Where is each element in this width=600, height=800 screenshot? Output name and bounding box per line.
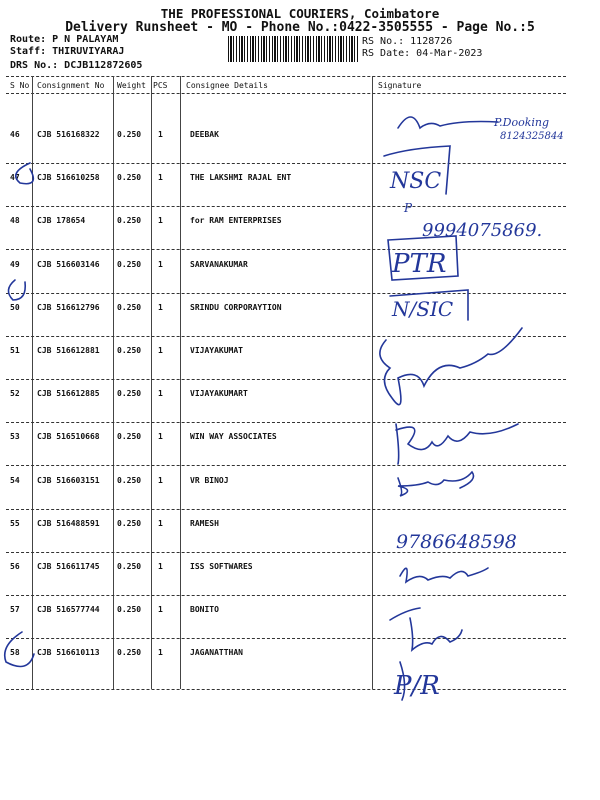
signature-50-text: N/SIC [392, 297, 454, 321]
col-divider [113, 76, 114, 689]
row-consignee: JAGANATTHAN [190, 648, 243, 658]
row-pcs: 1 [158, 432, 163, 442]
row-pcs: 1 [158, 130, 163, 139]
row-weight: 0.250 [117, 216, 142, 226]
row-consignee: for RAM ENTERPRISES [190, 216, 282, 226]
company-title: THE PROFESSIONAL COURIERS, Coimbatore [160, 6, 440, 21]
row-consignment-no: CJB 516610113 [37, 648, 100, 658]
row-consignment-no: CJB 516612796 [37, 302, 100, 312]
row-consignee: ISS SOFTWARES [190, 562, 253, 571]
row-pcs: 1 [158, 562, 163, 571]
row-sno: 55 [10, 518, 20, 528]
signature-48-mark: P [404, 201, 413, 215]
signature-47-text: NSC [390, 169, 442, 194]
row-separator [6, 509, 566, 510]
row-sno: 52 [10, 389, 20, 399]
row-pcs: 1 [158, 302, 163, 312]
row-consignment-no: CJB 516577744 [37, 605, 100, 615]
row-weight: 0.250 [117, 173, 142, 183]
row-weight: 0.250 [117, 605, 142, 615]
row-consignee: BONITO [190, 605, 219, 615]
row-consignee: DEEBAK [190, 130, 219, 139]
row-consignment-no: CJB 178654 [37, 216, 86, 226]
table-top-rule [6, 76, 566, 77]
table-row [0, 605, 600, 617]
col-divider [151, 76, 152, 689]
row-consignment-no: CJB 516510668 [37, 432, 100, 442]
signature-55-phone: 9786648598 [396, 531, 517, 553]
row-sno: 57 [10, 605, 20, 615]
row-consignee: SRINDU CORPORAYTION [190, 302, 282, 312]
row-weight: 0.250 [117, 259, 142, 269]
row-consignee: VIJAYAKUMAT [190, 346, 243, 355]
row-weight: 0.250 [117, 518, 142, 528]
col-divider [32, 76, 33, 689]
row-consignment-no: CJB 516603151 [37, 475, 100, 485]
barcode [228, 36, 358, 62]
row-sno: 58 [10, 648, 20, 658]
signature-49-box [388, 236, 458, 280]
signature-58-stroke [400, 662, 405, 700]
row-sno: 51 [10, 346, 20, 355]
row-sno: 46 [10, 130, 20, 139]
table-row [0, 389, 600, 401]
signature-46-scribble [398, 117, 498, 128]
row-weight: 0.250 [117, 302, 142, 312]
staff-label: Staff: THIRUVIYARAJ [10, 46, 125, 57]
rs-date: RS Date: 04-Mar-2023 [362, 48, 483, 59]
row-consignee: RAMESH [190, 518, 219, 528]
table-row [0, 260, 600, 272]
row-pcs: 1 [158, 518, 163, 528]
row-pcs: 1 [158, 605, 163, 615]
table-row [0, 562, 600, 574]
row-separator [6, 638, 566, 639]
table-row [0, 216, 600, 228]
table-row [0, 346, 600, 358]
signature-47-box [384, 146, 450, 194]
row-consignment-no: CJB 516603146 [37, 259, 100, 269]
row-pcs: 1 [158, 648, 163, 658]
row-sno: 56 [10, 562, 20, 571]
signature-46-phone: 8124325844 [500, 131, 564, 142]
rs-number: RS No.: 1128726 [362, 36, 453, 47]
row-sno: 48 [10, 216, 20, 226]
row-separator [6, 249, 566, 250]
row-separator [6, 163, 566, 164]
col-divider [180, 76, 181, 689]
row-weight: 0.250 [117, 562, 142, 571]
col-header-pcs: PCS [153, 81, 168, 90]
table-row [0, 130, 600, 142]
signature-46-note: P.Dooking [494, 116, 550, 129]
row-weight: 0.250 [117, 346, 142, 355]
route-label: Route: P N PALAYAM [10, 34, 119, 45]
row-pcs: 1 [158, 346, 163, 355]
row-sno: 49 [10, 259, 20, 269]
table-row [0, 303, 600, 315]
col-header-consignment: Consignment No [37, 81, 105, 90]
runsheet-subtitle: Delivery Runsheet - MO - Phone No.:0422-3505555 - Page No.:5 [65, 20, 535, 35]
col-header-signature: Signature [378, 81, 422, 90]
row-weight: 0.250 [117, 475, 142, 485]
row-pcs: 1 [158, 173, 163, 183]
row-consignee: THE LAKSHMI RAJAL ENT [190, 173, 292, 183]
row-consignment-no: CJB 516611745 [37, 562, 100, 571]
row-consignee: WIN WAY ASSOCIATES [190, 432, 277, 442]
row-pcs: 1 [158, 389, 163, 399]
col-header-sno: S No [10, 81, 30, 90]
row-separator [6, 552, 566, 553]
row-consignment-no: CJB 516168322 [37, 130, 100, 139]
row-weight: 0.250 [117, 389, 142, 399]
row-pcs: 1 [158, 216, 163, 226]
row-sno: 50 [10, 302, 20, 312]
row-separator [6, 379, 566, 380]
row-weight: 0.250 [117, 432, 142, 442]
row-weight: 0.250 [117, 648, 142, 658]
signature-48-phone: 9994075869. [422, 220, 543, 241]
row-separator [6, 422, 566, 423]
row-separator [6, 293, 566, 294]
row-sno: 54 [10, 475, 20, 485]
row-consignee: VR BINOJ [190, 475, 229, 485]
row-pcs: 1 [158, 259, 163, 269]
row-separator [6, 595, 566, 596]
signature-58-text: P/R [394, 671, 440, 701]
col-header-consignee: Consignee Details [186, 81, 268, 90]
row-50-mark [8, 280, 25, 300]
table-row [0, 173, 600, 185]
col-divider [372, 76, 373, 689]
row-separator [6, 336, 566, 337]
row-consignment-no: CJB 516612885 [37, 389, 100, 399]
row-separator [6, 206, 566, 207]
table-row [0, 519, 600, 531]
row-pcs: 1 [158, 475, 163, 485]
row-sno: 53 [10, 432, 20, 442]
table-bottom-rule [6, 689, 566, 690]
row-weight: 0.250 [117, 130, 142, 139]
row-sno: 47 [10, 173, 20, 183]
table-header-rule [6, 93, 566, 94]
row-consignment-no: CJB 516488591 [37, 518, 100, 528]
signature-49-text: PTR [392, 249, 447, 279]
table-row [0, 432, 600, 444]
table-row [0, 648, 600, 660]
row-separator [6, 465, 566, 466]
row-consignee: SARVANAKUMAR [190, 259, 248, 269]
row-consignment-no: CJB 516610258 [37, 173, 100, 183]
row-consignee: VIJAYAKUMART [190, 389, 248, 399]
row-consignment-no: CJB 516612881 [37, 346, 100, 355]
table-row [0, 476, 600, 488]
col-header-weight: Weight [117, 81, 146, 90]
drs-number: DRS No.: DCJB112872605 [10, 60, 143, 71]
